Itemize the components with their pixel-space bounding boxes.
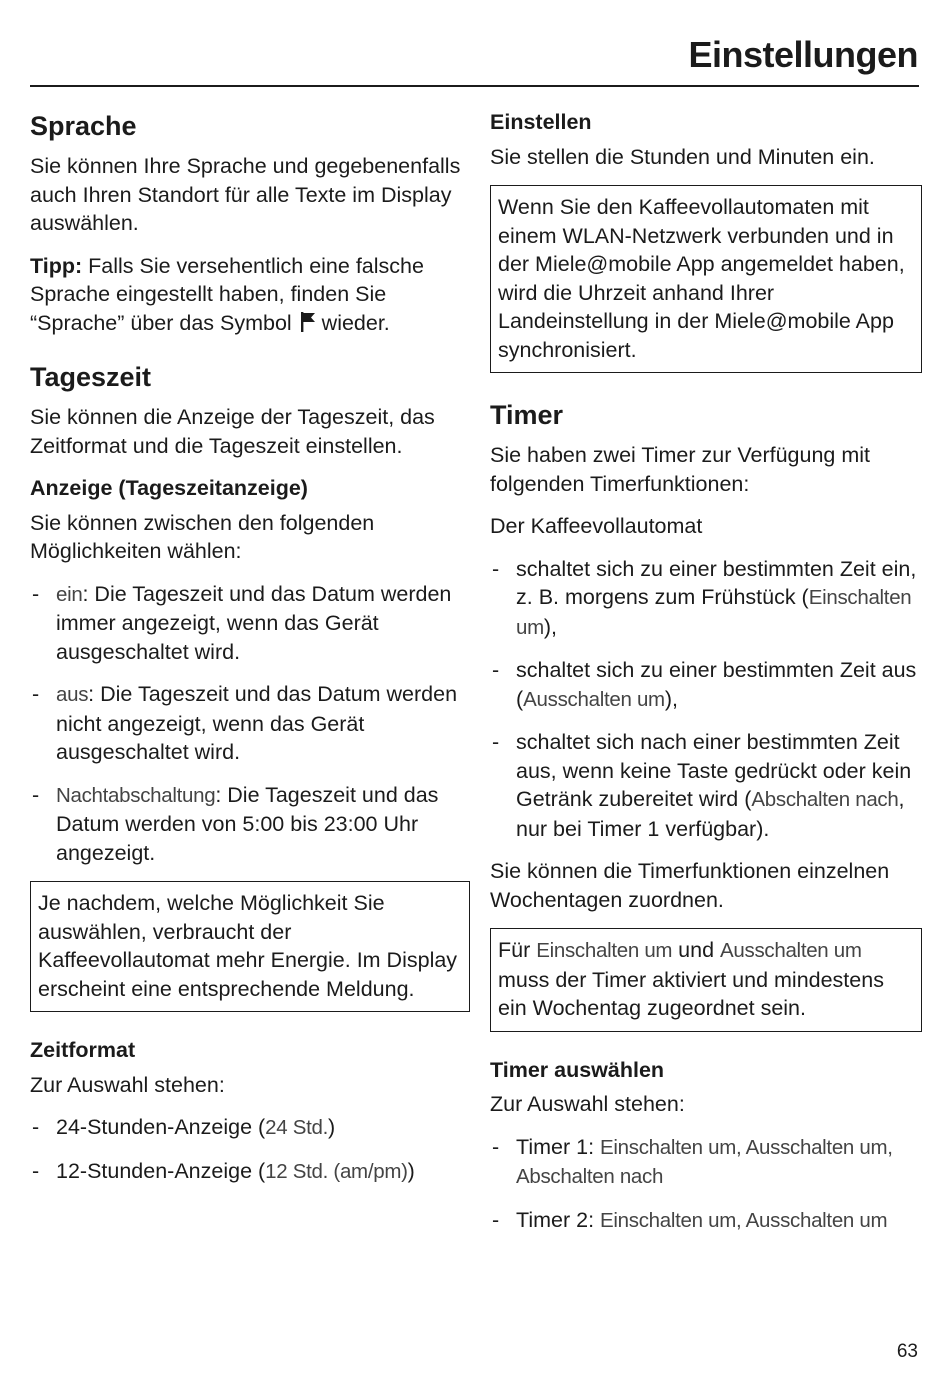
note-text: muss der Timer aktiviert und mindestens ein Wochentag zugeordnet sein. <box>498 967 884 1020</box>
list-item-label: 24-Stunden-Anzeige ( <box>56 1115 266 1139</box>
list-item-close: ), <box>543 614 558 639</box>
display-option: ein <box>56 582 83 606</box>
list-item-text: schaltet sich nach einer bestimmten Zeit aus, wenn keine Taste gedrückt oder kein Getränk zubereitet wird ( <box>516 730 912 811</box>
page-number: 63 <box>896 1341 918 1362</box>
display-option: Ausschalten um <box>523 687 665 711</box>
list-item <box>490 555 922 643</box>
subheading-timer-auswaehlen: Timer auswählen <box>490 1057 665 1082</box>
right-column <box>490 108 922 1249</box>
display-option: 12 Std. (am/pm) <box>265 1159 408 1183</box>
list-item-text: : Die Tageszeit und das Datum werden nicht angezeigt, wenn das Gerät ausgeschaltet wird. <box>56 682 458 764</box>
list-item <box>30 580 470 667</box>
display-option: 24 Std. <box>265 1116 329 1139</box>
list-item-close: , nur bei Timer 1 verfügbar). <box>516 787 905 841</box>
list-item <box>490 728 922 843</box>
flag-icon <box>300 311 316 333</box>
note-text: und <box>672 938 721 962</box>
list-item <box>490 1133 922 1192</box>
list-item-text: schaltet sich zu einer bestimmten Zeit aus ( <box>516 658 917 711</box>
display-option: Einschalten um, Ausschalten um, Abschalten nach <box>516 1135 893 1188</box>
timer-note-box <box>490 928 922 1032</box>
timer-lead: Der Kaffeevollautomat <box>490 514 703 538</box>
list-item-close: ) <box>328 1115 336 1139</box>
list-item-close: ) <box>407 1158 415 1183</box>
sprache-tip <box>30 252 470 338</box>
list-item <box>490 656 922 714</box>
display-option: Ausschalten um <box>720 939 862 962</box>
timer-intro: Sie haben zwei Timer zur Verfügung mit folgenden Timerfunktionen: <box>490 443 871 496</box>
list-item-label: 12-Stunden-Anzeige ( <box>56 1158 266 1183</box>
list-item <box>30 1157 470 1187</box>
sprache-intro: Sie können Ihre Sprache und gegebenenfalls auch Ihren Standort für alle Texte im Display auswählen. <box>30 154 461 235</box>
display-option: aus <box>56 683 89 706</box>
timer-auswahl-intro: Zur Auswahl stehen: <box>490 1092 685 1116</box>
left-column <box>30 108 470 1200</box>
subheading-einstellen: Einstellen <box>490 110 592 134</box>
section-heading-timer: Timer <box>490 400 564 430</box>
display-option: Einschalten um <box>516 586 912 639</box>
note-text: Für <box>498 938 537 962</box>
tip-label: Tipp: <box>30 253 83 278</box>
section-heading-tageszeit: Tageszeit <box>30 362 152 392</box>
page-title: Einstellungen <box>688 34 918 75</box>
display-option: Einschalten um, Ausschalten um <box>600 1208 888 1232</box>
list-item-text: schaltet sich zu einer bestimmten Zeit ein, z. B. morgens zum Frühstück ( <box>516 556 917 609</box>
list-item <box>30 781 470 868</box>
list-item-label: Timer 2: <box>516 1207 601 1232</box>
tip-end: wieder. <box>315 310 390 335</box>
list-item-close: ), <box>664 686 678 711</box>
anzeige-intro: Sie können zwischen den folgenden Möglichkeiten wählen: <box>30 510 375 563</box>
subheading-zeitformat: Zeitformat <box>30 1038 136 1062</box>
anzeige-options-list <box>30 580 470 868</box>
einstellen-intro: Sie stellen die Stunden und Minuten ein. <box>490 144 875 169</box>
list-item <box>30 680 470 767</box>
tip-text: Falls Sie versehentlich eine falsche Sprache eingestellt haben, finden Sie “Sprache” über das Symbol <box>30 253 424 335</box>
zeitformat-intro: Zur Auswahl stehen: <box>30 1072 225 1097</box>
list-item-label: Timer 1: <box>516 1134 601 1159</box>
wlan-note-box: Wenn Sie den Kaffeevollautomaten mit einem WLAN-Netzwerk verbunden und in der Miele@mobile App angemeldet haben, wird die Uhrzeit anhand Ihrer Landeinstellung in der Miele@mobile App synchronisiert. <box>490 185 922 373</box>
energy-note-box: Je nachdem, welche Möglichkeit Sie auswählen, verbraucht der Kaffeevollautomat mehr Energie. Im Display erscheint eine entsprechende Meldung. <box>30 881 470 1012</box>
header-divider <box>30 85 919 87</box>
display-option: Einschalten um <box>536 939 673 962</box>
tageszeit-intro: Sie können die Anzeige der Tageszeit, das Zeitformat und die Tageszeit einstellen. <box>30 405 435 458</box>
timer-selection-list <box>490 1133 922 1236</box>
display-option: Abschalten nach <box>751 788 899 811</box>
list-item <box>490 1206 922 1236</box>
zeitformat-list <box>30 1113 470 1186</box>
subheading-anzeige: Anzeige (Tageszeitanzeige) <box>30 476 308 500</box>
display-option: Nachtabschaltung <box>56 783 216 807</box>
list-item-text: : Die Tageszeit und das Datum werden von 5:00 bis 23:00 Uhr angezeigt. <box>56 782 439 865</box>
timer-assign-text: Sie können die Timerfunktionen einzelnen Wochentagen zuordnen. <box>490 859 890 912</box>
timer-functions-list <box>490 555 922 844</box>
section-heading-sprache: Sprache <box>30 111 137 141</box>
list-item-text: : Die Tageszeit und das Datum werden immer angezeigt, wenn das Gerät ausgeschaltet wird. <box>56 581 452 664</box>
list-item <box>30 1113 470 1143</box>
